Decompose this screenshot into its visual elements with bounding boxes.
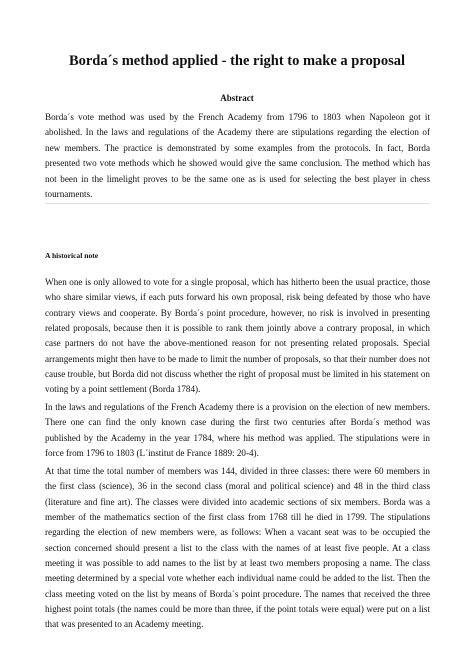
body-paragraph: At that time the total number of members was 144, divided in three classes: there were 60 members in the first class (science), 36 in the second class (moral and political science) and 48 in the third class (literature and fine art). The classes were divided into academic sections of six members. Borda was a member of the mathematics section of the first class from 1768 till he died in 1799. The stipulations regarding the election of new members were, as follows: When a vacant seat was to be occupied the section concerned should present a list to the class with the names of at least five people. At a class meeting it was possible to add names to the list by at least two members proposing a name. The class meeting determined by a special vote whether each individual name could be added to the list. Then the class meeting voted on the list by means of Borda´s point procedure. The names that received the three highest point totals (the names could be more than three, if the point totals were equal) were put on a list that was presented to an Academy meeting. (45, 466, 430, 630)
body-paragraph: When one is only allowed to vote for a single proposal, which has hitherto been the usual practice, those who share similar views, if each puts forward his own proposal, risk being defeated by those who have contrary views and cooperate. By Borda´s point procedure, however, no risk is involved in presenting related proposals, because then it is possible to rank them jointly above a contrary proposal, in which case partners do not have the above-mentioned reason for not presenting related proposals. Special arrangements might then have to be made to limit the number of proposals, so that their number does not cause trouble, but Borda did not discuss whether the right of proposal must be limited in his statement on voting by a point settlement (Borda 1784). (45, 277, 430, 395)
abstract-divider (45, 203, 430, 204)
abstract-text: Borda´s vote method was used by the French Academy from 1796 to 1803 when Napoleon got it abolished. In the laws and regulations of the Academy there are stipulations regarding the election of new members. The practice is demonstrated by some examples from the protocols. In fact, Borda presented two vote methods which he showed would give the same conclusion. The method which has not been in the limelight proves to be the same one as is used for selecting the best player in chess tournaments. (45, 112, 430, 200)
abstract-heading: Abstract (220, 93, 254, 103)
body-paragraph: In the laws and regulations of the French Academy there is a provision on the election of new members. There one can find the only known case during the first two centuries after Borda´s method was published by the Academy in the year 1784, where his method was applied. The stipulations were in force from 1796 to 1803 (L´institut de France 1889: 20-4). (45, 402, 430, 459)
section-heading: A historical note (45, 251, 99, 260)
document-title: Borda´s method applied - the right to make a proposal (68, 53, 406, 69)
